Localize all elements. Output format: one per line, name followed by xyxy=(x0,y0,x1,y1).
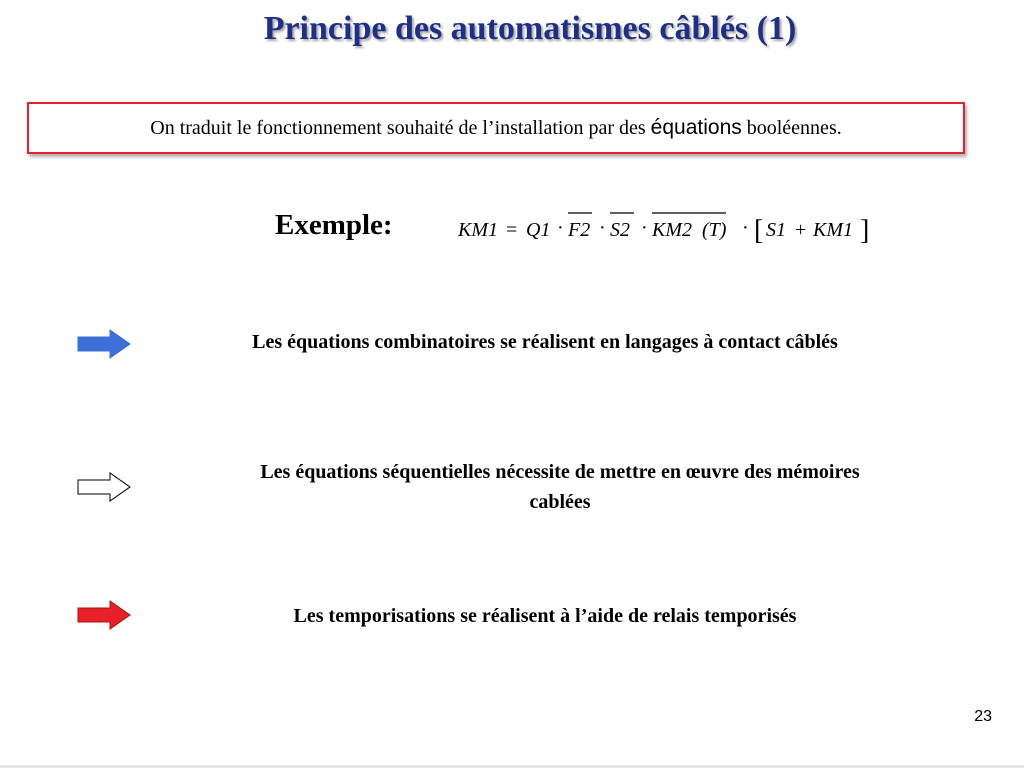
page-number: 23 xyxy=(974,708,992,725)
eq-dot: · xyxy=(641,217,648,239)
eq-dot: · xyxy=(557,217,564,239)
eq-term-q1: Q1 xyxy=(526,219,551,241)
eq-dot: · xyxy=(742,217,749,239)
blue-arrow-icon xyxy=(76,328,132,360)
eq-term-s1: S1 xyxy=(766,219,786,241)
eq-close-bracket: ] xyxy=(860,215,870,246)
row-sequentielle-line1: Les équations séquentielles nécessite de mettre en œuvre des mémoires xyxy=(260,461,860,483)
intro-box xyxy=(27,102,965,154)
eq-term-t: (T) xyxy=(702,219,727,241)
eq-lhs: KM1 xyxy=(458,219,498,241)
outline-arrow-icon xyxy=(76,471,132,503)
intro-keyword: équations xyxy=(650,116,742,139)
example-label: Exemple: xyxy=(275,209,393,241)
intro-prefix: On traduit le fonctionnement souhaité de l’installation par des xyxy=(150,116,651,139)
eq-dot: · xyxy=(599,217,606,239)
eq-equals: = xyxy=(506,219,518,241)
row-sequentielle-line2: cablées xyxy=(529,491,591,513)
eq-open-bracket: [ xyxy=(754,215,764,246)
eq-term-km1: KM1 xyxy=(813,219,853,241)
boolean-equation xyxy=(458,206,918,250)
intro-suffix: booléennes. xyxy=(741,116,842,139)
row-combinatoire-text: Les équations combinatoires se réalisent en langages à contact câblés xyxy=(252,331,838,353)
red-arrow-icon xyxy=(76,599,132,631)
eq-term-km2: KM2 xyxy=(652,219,692,241)
slide-title: Principe des automatismes câblés (1) xyxy=(263,10,797,47)
eq-term-s2: S2 xyxy=(610,219,630,241)
eq-plus: + xyxy=(795,219,807,241)
eq-term-f2: F2 xyxy=(568,219,591,241)
row-temporisation-text: Les temporisations se réalisent à l’aide de relais temporisés xyxy=(293,605,797,627)
